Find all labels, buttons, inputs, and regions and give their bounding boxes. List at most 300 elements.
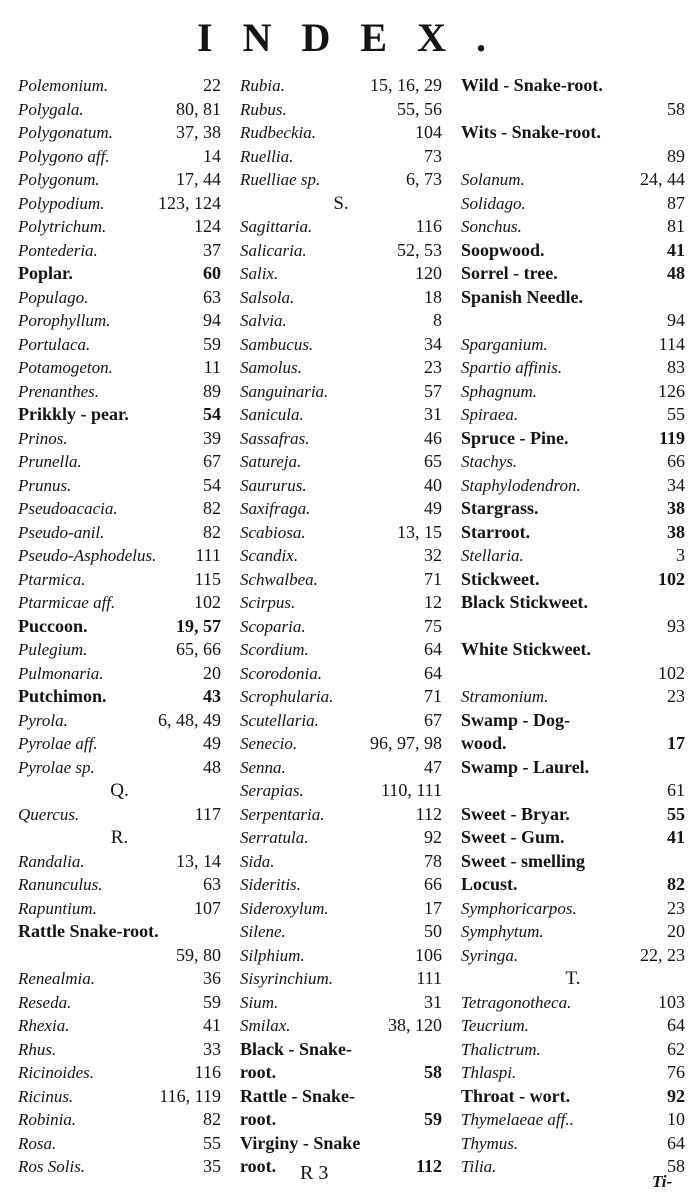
index-entry (18, 967, 221, 991)
entry-pages: 64 (424, 662, 442, 683)
entry-term: Sphagnum. (461, 381, 538, 401)
index-entry (240, 1014, 442, 1038)
entry-pages: 64 (667, 1132, 685, 1153)
index-entry (461, 826, 685, 850)
index-entry (240, 615, 442, 639)
entry-term: Ptarmica. (18, 569, 86, 589)
entry-term: Pseudo-anil. (18, 522, 105, 542)
index-entry (461, 615, 685, 639)
entry-term: Portulaca. (18, 334, 91, 354)
entry-pages: 82 (203, 521, 221, 542)
index-entry (240, 638, 442, 662)
entry-pages: 18 (424, 286, 442, 307)
entry-pages: 22, 23 (640, 944, 685, 965)
index-entry (461, 568, 685, 592)
entry-term: Poplar. (18, 263, 73, 283)
entry-term: Sonchus. (461, 217, 522, 236)
entry-term: Rhus. (18, 1039, 57, 1059)
entry-pages: 48 (667, 263, 685, 283)
index-entry (18, 944, 221, 968)
entry-pages: 82 (667, 874, 685, 894)
entry-pages: 41 (203, 1015, 221, 1035)
entry-pages: 24, 44 (640, 169, 685, 189)
entry-pages: 117 (194, 803, 221, 824)
entry-pages: 102 (658, 568, 685, 589)
entry-pages: 116 (415, 216, 442, 236)
entry-term: Q. (110, 780, 129, 801)
entry-pages: 3 (676, 545, 685, 565)
entry-pages: 57 (424, 380, 442, 401)
entry-term: Pseudoacacia. (18, 499, 118, 518)
entry-pages: 38 (667, 498, 685, 518)
index-entry (240, 873, 442, 897)
index-entry (461, 497, 685, 521)
entry-pages: 75 (424, 615, 442, 636)
entry-pages: 58 (424, 1062, 442, 1082)
entry-pages: 10 (667, 1109, 685, 1129)
entry-pages: 38, 120 (388, 1015, 442, 1035)
index-entry (461, 850, 685, 874)
entry-pages: 63 (203, 286, 221, 307)
index-entry (18, 685, 221, 709)
entry-pages: 71 (424, 568, 442, 589)
entry-pages: 52, 53 (397, 239, 442, 260)
entry-term: Symphytum. (461, 922, 544, 941)
entry-term: Sium. (240, 992, 279, 1012)
index-entry (240, 1108, 442, 1132)
entry-pages: 61 (667, 780, 685, 800)
entry-pages: 17 (667, 733, 685, 753)
entry-term: Rubia. (240, 76, 285, 95)
entry-pages: 110, 111 (381, 780, 442, 800)
entry-term: Polemonium. (18, 76, 109, 95)
index-entry (240, 497, 442, 521)
entry-term: Sanicula. (240, 405, 304, 424)
entry-term: Soopwood. (461, 239, 545, 260)
entry-pages: 123, 124 (158, 192, 221, 213)
index-entry (18, 427, 221, 451)
entry-pages: 116, 119 (159, 1085, 221, 1106)
entry-term: Potamogeton. (18, 358, 113, 377)
entry-term: Rattle - Snake- (240, 1085, 355, 1106)
index-entry (240, 544, 442, 568)
page-title: INDEX. (197, 15, 516, 60)
entry-pages: 22 (203, 75, 221, 95)
entry-pages: 120 (415, 263, 442, 283)
entry-term: Thymelaeae aff.. (461, 1110, 574, 1129)
entry-pages: 67 (203, 451, 221, 471)
entry-term: Swamp - Dog- (461, 709, 571, 730)
index-entry (18, 356, 221, 380)
index-entry (18, 521, 221, 545)
entry-term: Pyrolae sp. (18, 757, 95, 777)
entry-pages: 37, 38 (176, 122, 221, 142)
entry-pages: 65 (424, 451, 442, 471)
entry-pages: 59 (424, 1109, 442, 1129)
index-entry (240, 98, 442, 122)
entry-pages: 47 (424, 756, 442, 777)
index-entry (461, 1061, 685, 1085)
index-entry (461, 1038, 685, 1062)
entry-pages: 46 (424, 427, 442, 448)
entry-pages: 39 (203, 427, 221, 448)
entry-term: Spiraea. (461, 405, 519, 424)
entry-term: Robinia. (18, 1110, 77, 1129)
entry-term: Prunus. (18, 475, 72, 495)
entry-term: Locust. (461, 874, 518, 894)
entry-pages: 6, 73 (406, 169, 442, 189)
entry-term: Sideritis. (240, 875, 301, 894)
entry-pages: 92 (424, 827, 442, 847)
index-entry (18, 568, 221, 592)
index-entry (240, 568, 442, 592)
index-entry (240, 474, 442, 498)
section-letter (18, 826, 221, 850)
entry-pages: 92 (667, 1085, 685, 1106)
index-entry (240, 168, 442, 192)
entry-pages: 126 (658, 380, 685, 401)
entry-term: Puccoon. (18, 615, 88, 636)
entry-term: Rhexia. (18, 1016, 70, 1035)
entry-pages: 20 (667, 921, 685, 941)
section-letter (18, 779, 221, 803)
index-entry (461, 333, 685, 357)
index-entry (18, 850, 221, 874)
entry-term: Scutellaria. (240, 710, 319, 730)
entry-term: Spartio affinis. (461, 358, 563, 377)
index-entry (18, 1038, 221, 1062)
index-entry (240, 662, 442, 686)
entry-pages: 80, 81 (176, 98, 221, 119)
signature-mark: R 3 (300, 1162, 329, 1184)
entry-pages: 48 (203, 756, 221, 777)
entry-term: Satureja. (240, 452, 302, 471)
index-entry (18, 991, 221, 1015)
index-entry (461, 215, 685, 239)
entry-term: Rudbeckia. (240, 123, 316, 142)
index-entry (18, 262, 221, 286)
entry-term: Thlaspi. (461, 1063, 517, 1082)
entry-pages: 78 (424, 850, 442, 871)
index-entry (18, 74, 221, 98)
index-entry (240, 709, 442, 733)
index-entry (240, 215, 442, 239)
entry-term: Scrophularia. (240, 687, 334, 706)
entry-pages: 102 (194, 592, 221, 612)
entry-term: Tilia. (461, 1157, 497, 1176)
entry-pages: 23 (667, 897, 685, 918)
index-entry (240, 944, 442, 968)
index-entry (461, 74, 685, 98)
entry-pages: 106 (415, 944, 442, 965)
entry-pages: 94 (203, 310, 221, 330)
entry-term: Sideroxylum. (240, 898, 329, 918)
entry-pages: 103 (658, 991, 685, 1012)
entry-pages: 23 (667, 686, 685, 706)
entry-pages: 58 (667, 1156, 685, 1176)
entry-term: Polypodium. (18, 193, 105, 213)
entry-pages: 33 (203, 1038, 221, 1059)
index-entry (240, 450, 442, 474)
entry-term: Teucrium. (461, 1016, 529, 1035)
entry-pages: 67 (424, 709, 442, 730)
index-entry (461, 427, 685, 451)
entry-term: Sagittaria. (240, 217, 313, 236)
entry-pages: 96, 97, 98 (370, 733, 442, 753)
entry-pages: 8 (433, 310, 442, 330)
index-entry (461, 544, 685, 568)
entry-pages: 83 (667, 357, 685, 377)
index-entry (18, 732, 221, 756)
entry-pages: 73 (424, 145, 442, 166)
index-entry (240, 286, 442, 310)
entry-pages: 71 (424, 686, 442, 706)
index-entry (240, 803, 442, 827)
entry-term: Putchimon. (18, 686, 107, 706)
index-entry (240, 427, 442, 451)
entry-pages: 41 (667, 827, 685, 847)
entry-term: Populago. (18, 287, 89, 307)
entry-term: Ricinoides. (18, 1063, 95, 1082)
entry-term: Renealmia. (18, 969, 95, 988)
index-entry (240, 309, 442, 333)
entry-pages: 54 (203, 474, 221, 495)
entry-term: Sparganium. (461, 334, 548, 354)
entry-pages: 59 (203, 991, 221, 1012)
index-entry (240, 521, 442, 545)
entry-pages: 89 (667, 145, 685, 166)
entry-term: Senna. (240, 757, 286, 777)
entry-term: Wits - Snake-root. (461, 122, 601, 142)
index-entry (18, 215, 221, 239)
entry-pages: 19, 57 (176, 615, 221, 636)
index-entry (461, 239, 685, 263)
index-entry (18, 591, 221, 615)
entry-term: Scorodonia. (240, 663, 323, 683)
index-entry (18, 1014, 221, 1038)
entry-pages: 55 (203, 1132, 221, 1153)
index-entry (461, 1014, 685, 1038)
index-entry (18, 192, 221, 216)
entry-term: Silphium. (240, 945, 305, 965)
index-entry (240, 262, 442, 286)
index-entry (18, 1061, 221, 1085)
entry-term: Ruellia. (240, 146, 294, 166)
entry-term: Ruelliae sp. (240, 170, 321, 189)
index-entry (240, 591, 442, 615)
entry-term: Sida. (240, 851, 275, 871)
index-entry (18, 380, 221, 404)
entry-pages: 41 (667, 239, 685, 260)
index-entry (240, 826, 442, 850)
entry-term: Prikkly - pear. (18, 404, 129, 424)
entry-pages: 112 (415, 803, 442, 824)
entry-term: R. (110, 827, 129, 848)
entry-pages: 6, 48, 49 (158, 709, 221, 730)
index-entry (461, 450, 685, 474)
index-entry (461, 474, 685, 498)
entry-pages: 93 (667, 615, 685, 636)
entry-term: Salvia. (240, 311, 287, 330)
entry-pages: 107 (194, 897, 221, 918)
entry-pages: 31 (424, 991, 442, 1012)
entry-term: Sambucus. (240, 334, 314, 354)
entry-pages: 13, 15 (397, 521, 442, 542)
section-letter (240, 192, 442, 216)
entry-pages: 82 (203, 1109, 221, 1129)
index-entry (240, 1085, 442, 1109)
index-entry (461, 286, 685, 310)
entry-pages: 37 (203, 239, 221, 260)
entry-term: Sorrel - tree. (461, 263, 558, 283)
index-entry (240, 967, 442, 991)
entry-term: Pseudo-Asphodelus. (18, 546, 157, 565)
entry-term: Senecio. (240, 734, 298, 753)
entry-term: Samolus. (240, 358, 302, 377)
entry-term: Pulegium. (18, 640, 88, 659)
entry-term: wood. (461, 733, 507, 753)
index-entry (18, 1108, 221, 1132)
entry-term: Scirpus. (240, 593, 296, 612)
entry-term: Spanish Needle. (461, 286, 584, 307)
index-entry (240, 121, 442, 145)
entry-term: Scoparia. (240, 616, 306, 636)
index-entry (461, 944, 685, 968)
entry-term: root. (240, 1156, 277, 1176)
entry-term: Sweet - Gum. (461, 827, 565, 847)
entry-term: Scabiosa. (240, 522, 306, 542)
entry-pages: 64 (424, 639, 442, 659)
index-entry (18, 662, 221, 686)
entry-term: Solidago. (461, 193, 526, 213)
entry-term: Sweet - smelling (461, 850, 585, 871)
index-entry (18, 638, 221, 662)
entry-term: root. (240, 1109, 277, 1129)
entry-term: Schwalbea. (240, 569, 318, 589)
entry-term: Rubus. (240, 99, 287, 119)
entry-term: Rattle Snake-root. (18, 921, 159, 941)
entry-term: Stargrass. (461, 498, 539, 518)
entry-pages: 76 (667, 1062, 685, 1082)
entry-pages: 55 (667, 404, 685, 424)
index-entry (461, 803, 685, 827)
entry-term: Throat - wort. (461, 1085, 571, 1106)
entry-pages: 38 (667, 521, 685, 542)
entry-pages: 111 (416, 968, 442, 988)
entry-pages: 66 (667, 451, 685, 471)
index-entry (18, 333, 221, 357)
entry-pages: 11 (203, 357, 221, 377)
entry-pages: 62 (667, 1038, 685, 1059)
entry-term: Ranunculus. (18, 875, 103, 894)
entry-term: S. (333, 192, 349, 214)
entry-pages: 20 (203, 662, 221, 683)
entry-term: Pyrolae aff. (18, 734, 98, 753)
index-column-1 (18, 74, 221, 1179)
index-entry (18, 615, 221, 639)
index-entry (461, 1108, 685, 1132)
index-entry (240, 850, 442, 874)
entry-term: Spruce - Pine. (461, 427, 569, 448)
index-entry (18, 1155, 221, 1179)
entry-term: Polygala. (18, 99, 84, 119)
entry-pages: 36 (203, 968, 221, 988)
index-entry (18, 239, 221, 263)
index-entry (240, 685, 442, 709)
entry-term: Ros Solis. (18, 1157, 86, 1176)
entry-pages: 23 (424, 357, 442, 377)
entry-term: Polygonum. (18, 170, 100, 189)
entry-pages: 64 (667, 1015, 685, 1035)
index-entry (240, 403, 442, 427)
index-entry (240, 333, 442, 357)
entry-term: Prunella. (18, 452, 82, 471)
entry-pages: 59 (203, 333, 221, 354)
entry-term: Sweet - Bryar. (461, 803, 570, 824)
index-entry (461, 309, 685, 333)
entry-term: Randalia. (18, 851, 85, 871)
entry-pages: 55 (667, 803, 685, 824)
entry-pages: 32 (424, 545, 442, 565)
index-entry (18, 121, 221, 145)
entry-pages: 81 (667, 216, 685, 236)
entry-pages: 112 (415, 1156, 442, 1176)
index-entry (18, 1085, 221, 1109)
index-entry (18, 873, 221, 897)
entry-pages: 58 (667, 98, 685, 119)
entry-term: Stickweet. (461, 568, 540, 589)
index-entry (240, 991, 442, 1015)
catchword: Ti- (652, 1172, 673, 1191)
index-entry (461, 638, 685, 662)
index-entry (461, 145, 685, 169)
entry-term: Ricinus. (18, 1086, 74, 1106)
entry-term: Wild - Snake-root. (461, 75, 603, 95)
index-entry (240, 380, 442, 404)
entry-term: Thymus. (461, 1133, 519, 1153)
entry-term: Saururus. (240, 475, 307, 495)
entry-pages: 104 (415, 122, 442, 142)
entry-pages: 13, 14 (176, 850, 221, 871)
entry-pages: 60 (203, 263, 221, 283)
entry-term: Smilax. (240, 1016, 291, 1035)
index-entry (461, 685, 685, 709)
index-entry (240, 1038, 442, 1062)
entry-term: White Stickweet. (461, 639, 591, 659)
entry-term: Symphoricarpos. (461, 898, 577, 918)
entry-pages: 63 (203, 874, 221, 894)
entry-pages: 49 (424, 498, 442, 518)
entry-term: Tetragonotheca. (461, 992, 572, 1012)
entry-term: Salsola. (240, 287, 295, 307)
entry-pages: 94 (667, 310, 685, 330)
entry-term: Prinos. (18, 428, 68, 448)
entry-term: Prenanthes. (18, 381, 100, 401)
entry-term: Stachys. (461, 452, 518, 471)
index-entry (240, 732, 442, 756)
index-entry (240, 920, 442, 944)
entry-pages: 40 (424, 474, 442, 495)
index-entry (461, 98, 685, 122)
index-entry (461, 192, 685, 216)
index-entry (18, 98, 221, 122)
entry-pages: 31 (424, 404, 442, 424)
entry-term: Scordium. (240, 640, 309, 659)
index-entry (240, 145, 442, 169)
entry-pages: 43 (203, 686, 221, 706)
index-entry (18, 709, 221, 733)
entry-pages: 115 (194, 568, 221, 589)
